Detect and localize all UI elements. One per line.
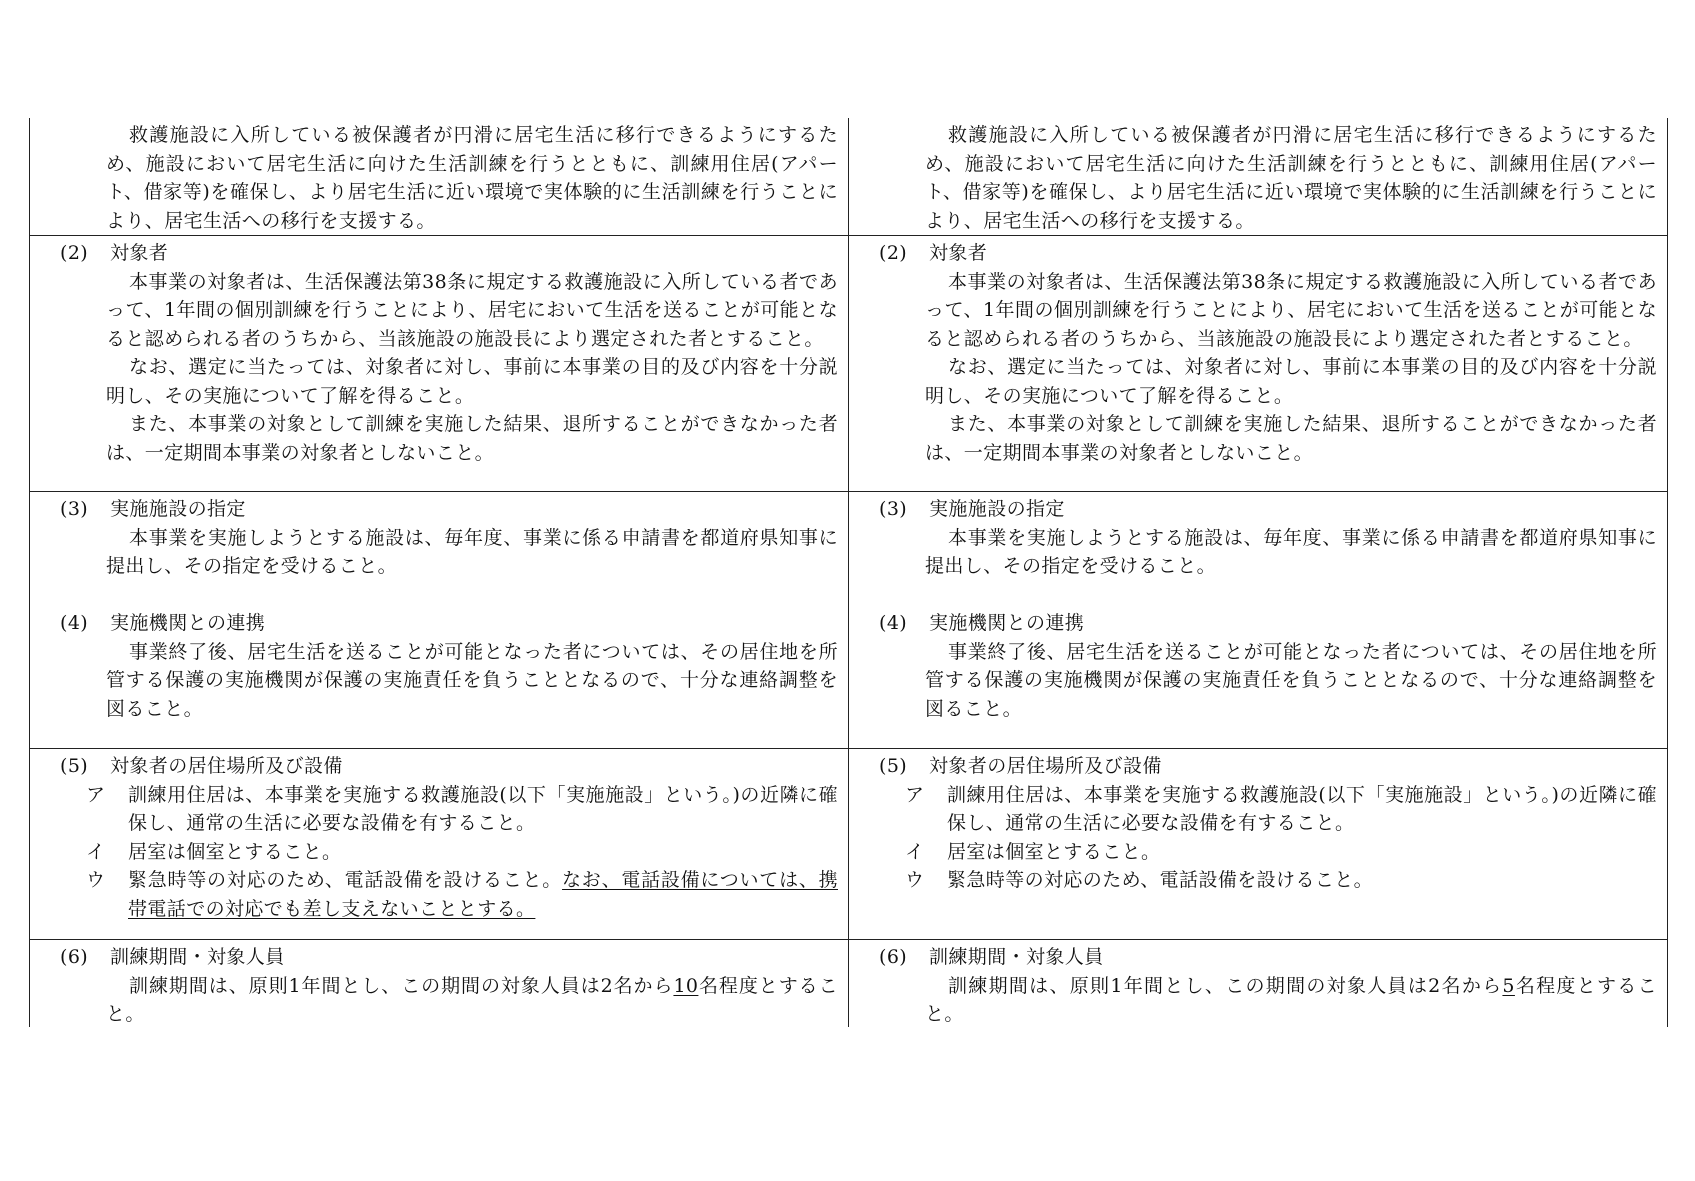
cell-old-purpose — [848, 118, 1667, 235]
row-section-3-4 — [30, 491, 1667, 748]
list-item-i — [879, 838, 1657, 867]
list-item-i — [60, 838, 838, 867]
section-heading — [60, 609, 838, 638]
cell-new-section-3-4 — [30, 492, 848, 748]
section-title: 対象者 — [110, 242, 169, 264]
amended-number: 5 — [1502, 974, 1515, 997]
list-item-u — [879, 866, 1657, 895]
section-number: (5) — [879, 755, 908, 777]
text-after-number: 名程度とすること。 — [925, 974, 1657, 1025]
item-text: 居室は個室とすること。 — [947, 840, 1161, 863]
amended-number: 10 — [673, 974, 699, 997]
section-heading — [60, 495, 838, 524]
paragraph: なお、選定に当たっては、対象者に対し、事前に本事業の目的及び内容を十分説明し、その実施について了解を得ること。 — [106, 356, 838, 407]
section-number: (4) — [60, 612, 89, 634]
item-text: 訓練用住居は、本事業を実施する救護施設(以下「実施施設」という。)の近隣に確保し、通常の生活に必要な設備を有すること。 — [128, 783, 838, 834]
paragraph: 事業終了後、居宅生活を送ることが可能となった者については、その居住地を所管する保護の実施機関が保護の実施責任を負うこととなるので、十分な連絡調整を図ること。 — [925, 640, 1657, 720]
section-heading — [879, 239, 1657, 268]
paragraph: 本事業の対象者は、生活保護法第38条に規定する救護施設に入所している者であって、1年間の個別訓練を行うことにより、居宅において生活を送ることが可能となると認められる者のうちから、当該施設の施設長により選定された者とすること。 — [925, 270, 1657, 350]
section-title: 実施機関との連携 — [929, 612, 1085, 634]
text-before-number: 訓練期間は、原則1年間とし、この期間の対象人員は2名から — [129, 974, 674, 997]
cell-new-section-2 — [30, 236, 848, 491]
paragraph — [879, 972, 1657, 1028]
section-heading — [879, 752, 1657, 781]
item-marker: ウ — [86, 869, 106, 891]
section-number: (2) — [60, 242, 89, 264]
section-number: (6) — [879, 946, 908, 968]
item-marker: ウ — [905, 869, 925, 891]
section-title: 実施施設の指定 — [110, 498, 246, 520]
paragraph: 本事業を実施しようとする施設は、毎年度、事業に係る申請書を都道府県知事に提出し、その指定を受けること。 — [106, 526, 838, 577]
section-number: (2) — [879, 242, 908, 264]
cell-old-section-6 — [848, 940, 1667, 1027]
list-item-a — [60, 781, 838, 838]
section-title: 訓練期間・対象人員 — [110, 946, 285, 968]
section-title: 実施施設の指定 — [929, 498, 1065, 520]
item-marker: イ — [86, 840, 106, 863]
list-item-a — [879, 781, 1657, 838]
section-title: 対象者の居住場所及び設備 — [110, 755, 343, 777]
paragraph: 事業終了後、居宅生活を送ることが可能となった者については、その居住地を所管する保護の実施機関が保護の実施責任を負うこととなるので、十分な連絡調整を図ること。 — [106, 640, 838, 720]
text-before-number: 訓練期間は、原則1年間とし、この期間の対象人員は2名から — [948, 974, 1503, 997]
section-heading — [60, 752, 838, 781]
paragraph: また、本事業の対象として訓練を実施した結果、退所することができなかった者は、一定期間本事業の対象者としないこと。 — [106, 413, 838, 464]
section-number: (5) — [60, 755, 89, 777]
cell-new-section-6 — [30, 940, 848, 1027]
section-title: 訓練期間・対象人員 — [929, 946, 1104, 968]
item-text: 緊急時等の対応のため、電話設備を設けること。 — [947, 869, 1374, 891]
section-heading — [60, 239, 838, 268]
paragraph: 本事業の対象者は、生活保護法第38条に規定する救護施設に入所している者であって、1年間の個別訓練を行うことにより、居宅において生活を送ることが可能となると認められる者のうちから、当該施設の施設長により選定された者とすること。 — [106, 270, 838, 350]
row-section-5 — [30, 748, 1667, 939]
text-after-number: 名程度とすること。 — [106, 974, 838, 1025]
purpose-text: 救護施設に入所している被保護者が円滑に居宅生活に移行できるようにするため、施設において居宅生活に向けた生活訓練を行うとともに、訓練用住居(アパート、借家等)を確保し、より居宅生活に近い環境で実体験的に生活訓練を行うことにより、居宅生活への移行を支援する。 — [925, 124, 1657, 232]
paragraph: また、本事業の対象として訓練を実施した結果、退所することができなかった者は、一定期間本事業の対象者としないこと。 — [925, 413, 1657, 464]
section-heading — [879, 495, 1657, 524]
cell-old-section-2 — [848, 236, 1667, 491]
section-heading — [879, 609, 1657, 638]
paragraph: 本事業を実施しようとする施設は、毎年度、事業に係る申請書を都道府県知事に提出し、その指定を受けること。 — [925, 526, 1657, 577]
paragraph — [60, 972, 838, 1028]
row-section-6 — [30, 939, 1667, 1027]
purpose-text: 救護施設に入所している被保護者が円滑に居宅生活に移行できるようにするため、施設において居宅生活に向けた生活訓練を行うとともに、訓練用住居(アパート、借家等)を確保し、より居宅生活に近い環境で実体験的に生活訓練を行うことにより、居宅生活への移行を支援する。 — [106, 124, 838, 232]
item-marker: ア — [86, 783, 106, 806]
item-text-plain: 緊急時等の対応のため、電話設備を設けること。 — [128, 869, 563, 891]
row-purpose — [30, 118, 1667, 235]
list-item-u — [60, 866, 838, 923]
section-heading — [879, 943, 1657, 972]
section-title: 対象者の居住場所及び設備 — [929, 755, 1162, 777]
section-title: 対象者 — [929, 242, 988, 264]
cell-old-section-3-4 — [848, 492, 1667, 748]
cell-new-section-5 — [30, 749, 848, 939]
item-text: 訓練用住居は、本事業を実施する救護施設(以下「実施施設」という。)の近隣に確保し、通常の生活に必要な設備を有すること。 — [947, 783, 1657, 834]
section-title: 実施機関との連携 — [110, 612, 266, 634]
amended-text: なお、電話設備については、携帯電話での対応でも差し支えないこととする。 — [128, 869, 838, 920]
item-text — [128, 866, 838, 923]
section-heading — [60, 943, 838, 972]
comparison-table — [29, 118, 1668, 1027]
cell-new-purpose — [30, 118, 848, 235]
section-number: (4) — [879, 612, 908, 634]
cell-old-section-5 — [848, 749, 1667, 939]
item-marker: イ — [905, 840, 925, 863]
paragraph: なお、選定に当たっては、対象者に対し、事前に本事業の目的及び内容を十分説明し、その実施について了解を得ること。 — [925, 356, 1657, 407]
item-text: 居室は個室とすること。 — [128, 840, 342, 863]
section-number: (3) — [60, 498, 89, 520]
row-section-2 — [30, 235, 1667, 491]
section-number: (6) — [60, 946, 89, 968]
blank-line — [60, 581, 838, 610]
item-marker: ア — [905, 783, 925, 806]
section-number: (3) — [879, 498, 908, 520]
blank-line — [879, 581, 1657, 610]
